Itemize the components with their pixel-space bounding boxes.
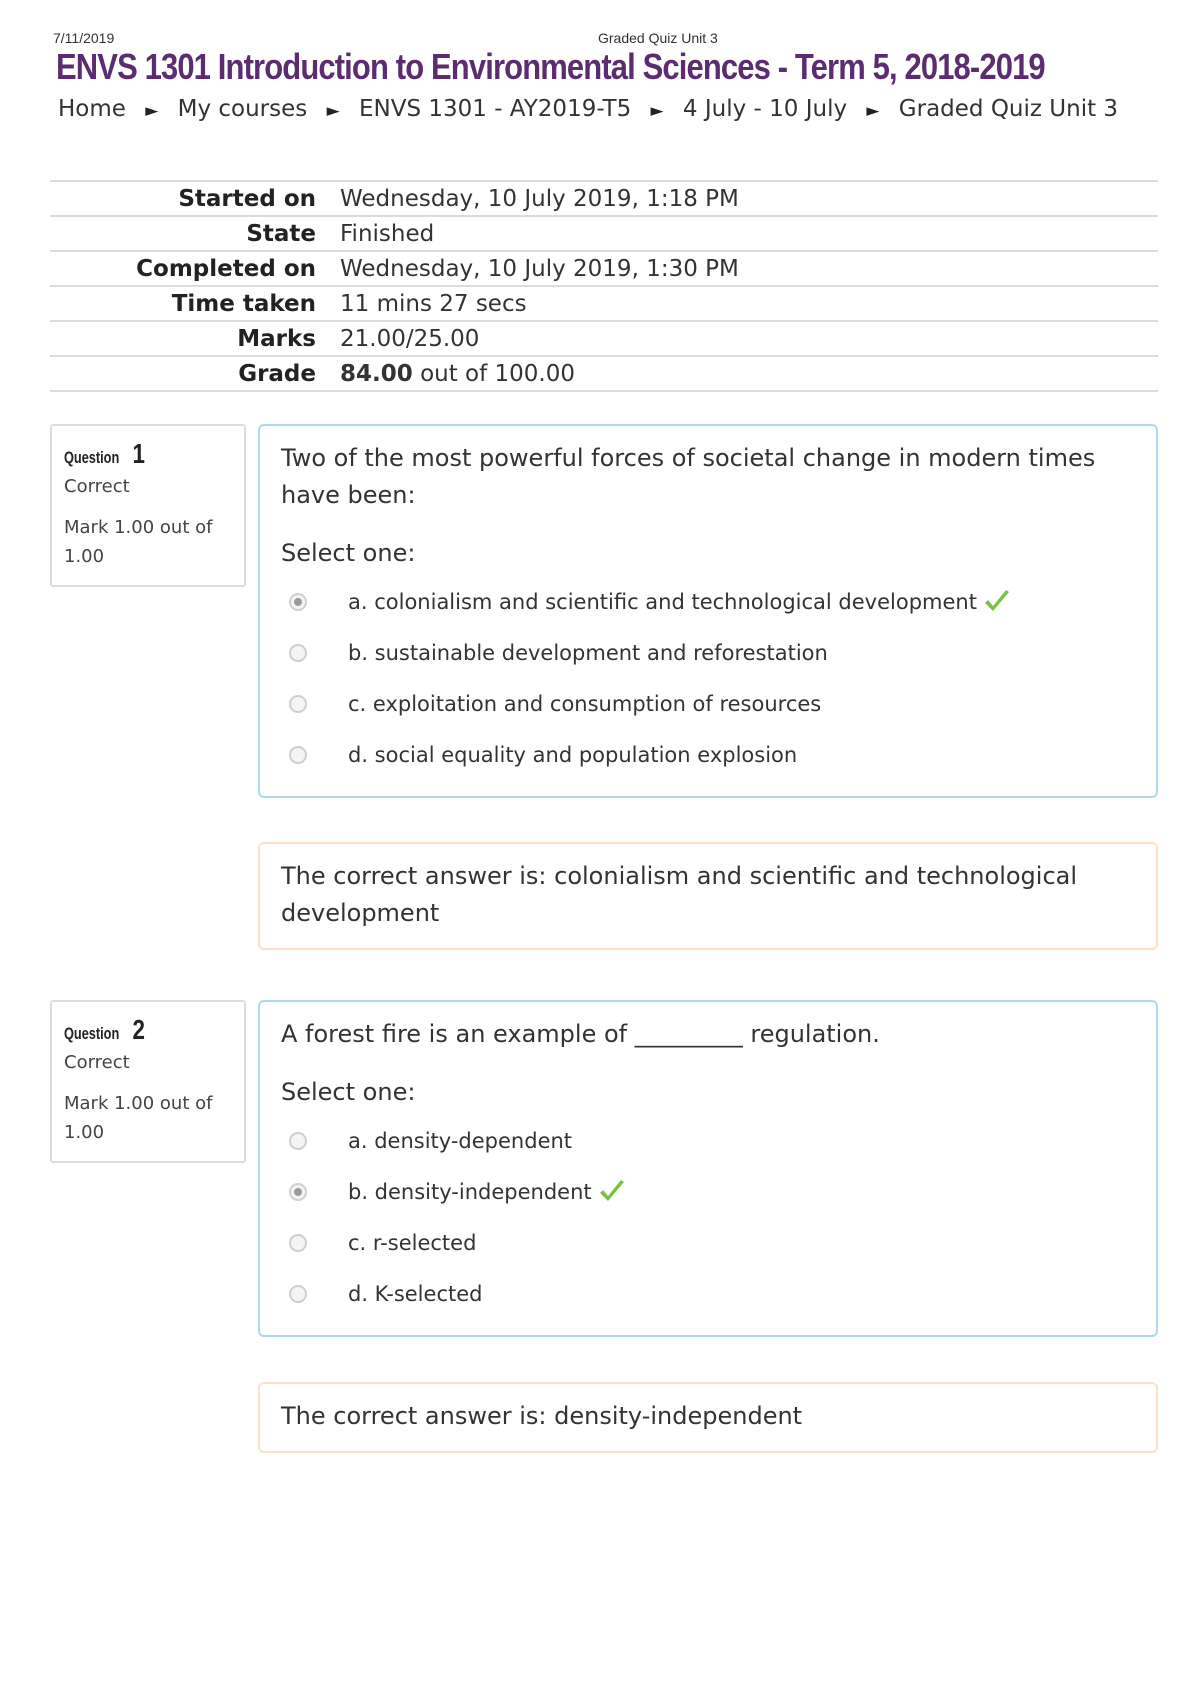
radio-button[interactable] bbox=[289, 1285, 307, 1303]
question-text: A forest fire is an example of _________ regulation. bbox=[281, 1020, 880, 1048]
answer-options bbox=[281, 1115, 1136, 1319]
summary-row-completed-on bbox=[50, 251, 1158, 286]
radio-button[interactable] bbox=[289, 1234, 307, 1252]
breadcrumb-my-courses[interactable]: My courses bbox=[177, 96, 308, 122]
started-on-value: Wednesday, 10 July 2019, 1:18 PM bbox=[340, 185, 739, 212]
breadcrumb-separator-icon: ► bbox=[326, 101, 340, 121]
print-title: Graded Quiz Unit 3 bbox=[598, 30, 718, 46]
answer-option[interactable] bbox=[281, 576, 1136, 627]
question-1-feedback: The correct answer is: colonialism and scientific and technological development bbox=[258, 842, 1158, 950]
question-state: Correct bbox=[64, 1052, 130, 1073]
state-value: Finished bbox=[340, 220, 435, 247]
select-one-prompt: Select one: bbox=[281, 1078, 416, 1106]
marks-value: 21.00/25.00 bbox=[340, 325, 480, 352]
question-text: Two of the most powerful forces of societal change in modern times have been: bbox=[281, 444, 1096, 509]
option-label: c. r-selected bbox=[348, 1230, 477, 1255]
summary-row-grade bbox=[50, 356, 1158, 391]
state-label: State bbox=[246, 220, 316, 247]
breadcrumb-separator-icon: ► bbox=[650, 101, 664, 121]
time-taken-label: Time taken bbox=[171, 290, 316, 317]
answer-option[interactable] bbox=[281, 627, 1136, 678]
summary-row-marks bbox=[50, 321, 1158, 356]
question-grade: Mark 1.00 out of 1.00 bbox=[64, 517, 213, 567]
radio-button[interactable] bbox=[289, 695, 307, 713]
question-label: Question bbox=[64, 448, 120, 467]
option-label: d. social equality and population explosion bbox=[348, 742, 798, 767]
answer-option[interactable] bbox=[281, 729, 1136, 780]
question-number bbox=[64, 1014, 232, 1046]
option-label: c. exploitation and consumption of resources bbox=[348, 691, 822, 716]
correct-check-icon bbox=[983, 589, 1011, 615]
answer-option[interactable] bbox=[281, 1166, 1136, 1217]
grade-label: Grade bbox=[238, 360, 316, 387]
answer-option[interactable] bbox=[281, 1268, 1136, 1319]
summary-row-time-taken bbox=[50, 286, 1158, 321]
option-label: a. density-dependent bbox=[348, 1128, 573, 1153]
summary-row-started-on bbox=[50, 181, 1158, 216]
radio-button-selected[interactable] bbox=[289, 1183, 307, 1201]
breadcrumb-quiz[interactable]: Graded Quiz Unit 3 bbox=[898, 96, 1119, 122]
breadcrumb-home[interactable]: Home bbox=[58, 96, 126, 122]
breadcrumb-section[interactable]: 4 July - 10 July bbox=[682, 96, 848, 122]
grade-cell bbox=[340, 356, 1158, 391]
marks-label: Marks bbox=[237, 325, 316, 352]
answer-options bbox=[281, 576, 1136, 780]
question-2-feedback: The correct answer is: density-independent bbox=[258, 1382, 1158, 1453]
started-on-label: Started on bbox=[178, 185, 316, 212]
radio-button[interactable] bbox=[289, 746, 307, 764]
option-label: b. density-independent bbox=[348, 1179, 592, 1204]
summary-row-state bbox=[50, 216, 1158, 251]
radio-button-selected[interactable] bbox=[289, 593, 307, 611]
answer-option[interactable] bbox=[281, 678, 1136, 729]
attempt-summary-table bbox=[50, 180, 1158, 392]
grade-value: 84.00 bbox=[340, 360, 413, 387]
question-state: Correct bbox=[64, 476, 130, 497]
breadcrumb-separator-icon: ► bbox=[145, 101, 159, 121]
question-label: Question bbox=[64, 1024, 120, 1043]
question-number-value: 2 bbox=[132, 1014, 145, 1045]
question-2-formulation bbox=[258, 1000, 1158, 1337]
print-date: 7/11/2019 bbox=[53, 30, 115, 46]
radio-button[interactable] bbox=[289, 644, 307, 662]
option-label: b. sustainable development and reforestation bbox=[348, 640, 828, 665]
breadcrumb-separator-icon: ► bbox=[866, 101, 880, 121]
question-2-info bbox=[50, 1000, 246, 1163]
breadcrumb bbox=[58, 96, 1118, 122]
question-grade: Mark 1.00 out of 1.00 bbox=[64, 1093, 213, 1143]
option-label: d. K-selected bbox=[348, 1281, 483, 1306]
question-number bbox=[64, 438, 232, 470]
radio-button[interactable] bbox=[289, 1132, 307, 1150]
grade-suffix: out of 100.00 bbox=[420, 360, 576, 387]
completed-on-label: Completed on bbox=[136, 255, 316, 282]
breadcrumb-course[interactable]: ENVS 1301 - AY2019-T5 bbox=[358, 96, 632, 122]
answer-option[interactable] bbox=[281, 1115, 1136, 1166]
completed-on-value: Wednesday, 10 July 2019, 1:30 PM bbox=[340, 255, 739, 282]
option-label: a. colonialism and scientific and technological development bbox=[348, 589, 977, 614]
time-taken-value: 11 mins 27 secs bbox=[340, 290, 527, 317]
correct-check-icon bbox=[598, 1179, 626, 1205]
course-title: ENVS 1301 Introduction to Environmental Sciences - Term 5, 2018-2019 bbox=[56, 46, 1045, 87]
select-one-prompt: Select one: bbox=[281, 539, 416, 567]
question-number-value: 1 bbox=[132, 438, 145, 469]
answer-option[interactable] bbox=[281, 1217, 1136, 1268]
question-1-info bbox=[50, 424, 246, 587]
question-1-formulation bbox=[258, 424, 1158, 798]
